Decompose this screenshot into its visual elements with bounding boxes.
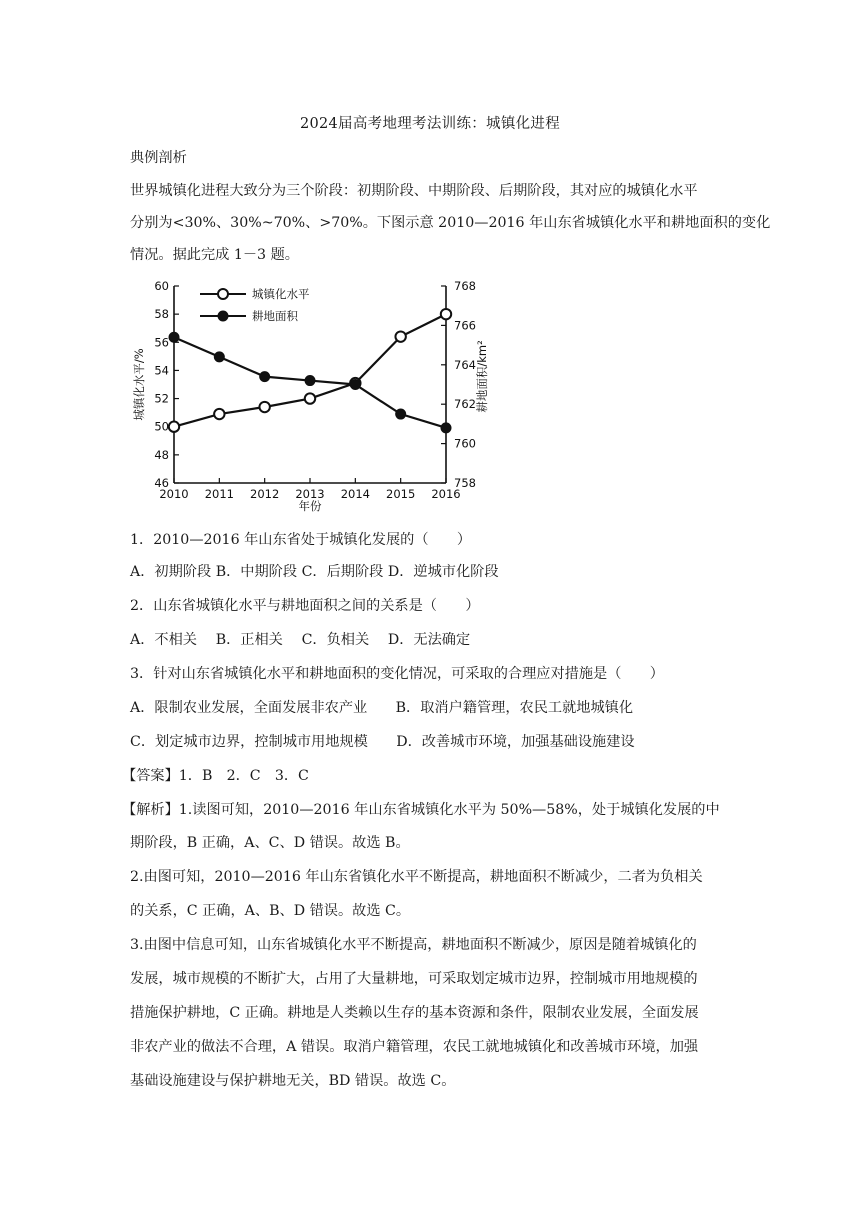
analysis-line-1: 【解析】1.读图可知，2010—2016 年山东省城镇化水平为 50%—58%，处于城镇化发展的中 (122, 802, 720, 818)
analysis-line-4: 的关系，C 正确，A、B、D 错误。故选 C。 (130, 903, 411, 919)
question-3: 3．针对山东省城镇化水平和耕地面积的变化情况，可采取的合理应对措施是（ ） (130, 666, 664, 682)
question-1: 1．2010—2016 年山东省处于城镇化发展的（ ） (130, 532, 472, 548)
intro-line-2: 分别为<30%、30%~70%、>70%。下图示意 2010—2016 年山东省城镇化水平和耕地面积的变化 (130, 215, 771, 231)
question-1-options: A．初期阶段 B．中期阶段 C．后期阶段 D．逆城市化阶段 (130, 564, 499, 580)
series-2-point (260, 372, 270, 382)
analysis-line-2: 期阶段，B 正确，A、C、D 错误。故选 B。 (130, 835, 410, 851)
right-y-tick-label: 766 (454, 318, 476, 333)
right-y-tick-label: 758 (454, 476, 476, 490)
series-1-point (305, 393, 315, 403)
series-1-point (169, 422, 179, 432)
analysis-line-5: 3.由图中信息可知，山东省城镇化水平不断提高，耕地面积不断减少，原因是随着城镇化的 (130, 937, 697, 953)
chart (128, 272, 489, 522)
left-y-tick-label: 46 (154, 476, 169, 490)
analysis-line-7: 措施保护耕地，C 正确。耕地是人类赖以生存的基本资源和条件，限制农业发展，全面发展 (130, 1005, 699, 1021)
x-tick-label: 2013 (295, 487, 325, 501)
analysis-line-6: 发展，城市规模的不断扩大，占用了大量耕地，可采取划定城市边界，控制城市用地规模的 (130, 971, 698, 987)
x-tick-label: 2016 (431, 487, 461, 501)
series-1-point (441, 309, 451, 319)
question-3-options-cd: C．划定城市边界，控制城市用地规模 D．改善城市环境，加强基础设施建设 (130, 734, 635, 750)
question-2-options: A．不相关 B．正相关 C．负相关 D．无法确定 (130, 632, 471, 648)
left-y-tick-label: 50 (154, 419, 169, 434)
series-1-point (214, 409, 224, 419)
right-y-axis-title: 耕地面积/km² (475, 340, 489, 413)
right-y-tick-label: 760 (454, 436, 476, 451)
x-tick-label: 2010 (159, 487, 189, 501)
left-y-tick-label: 60 (154, 279, 169, 293)
right-y-tick-label: 762 (454, 397, 476, 412)
section-heading: 典例剖析 (130, 150, 187, 166)
legend-marker-1 (218, 289, 228, 299)
intro-line-1: 世界城镇化进程大致分为三个阶段：初期阶段、中期阶段、后期阶段，其对应的城镇化水平 (130, 183, 698, 199)
series-2-point (350, 380, 360, 390)
series-2-point (214, 352, 224, 362)
series-2-point (396, 409, 406, 419)
question-2: 2．山东省城镇化水平与耕地面积之间的关系是（ ） (130, 598, 480, 614)
x-tick-label: 2011 (204, 487, 234, 501)
left-y-tick-label: 56 (154, 335, 169, 350)
left-y-tick-label: 48 (154, 447, 169, 462)
legend-marker-2 (218, 311, 228, 321)
legend-label-2: 耕地面积 (252, 309, 298, 323)
answer-line: 【答案】1．B 2．C 3．C (122, 768, 309, 784)
series-2-point (441, 423, 451, 433)
left-y-tick-label: 58 (154, 307, 169, 322)
x-axis-title: 年份 (298, 499, 322, 513)
doc-title: 2024届高考地理考法训练：城镇化进程 (299, 116, 561, 132)
left-y-tick-label: 52 (154, 391, 169, 406)
series-2-point (305, 376, 315, 386)
series-2-point (169, 332, 179, 342)
analysis-line-8: 非农产业的做法不合理，A 错误。取消户籍管理，农民工就地城镇化和改善城市环境，加强 (130, 1039, 699, 1055)
intro-line-3: 情况。据此完成 1－3 题。 (130, 247, 299, 263)
right-y-tick-label: 768 (454, 279, 476, 293)
x-tick-label: 2015 (386, 487, 416, 501)
analysis-line-9: 基础设施建设与保护耕地无关，BD 错误。故选 C。 (130, 1073, 456, 1089)
x-tick-label: 2012 (250, 487, 280, 501)
series-1-point (395, 331, 405, 341)
x-tick-label: 2014 (340, 487, 370, 501)
chart-svg (128, 272, 489, 522)
question-3-options-ab: A．限制农业发展，全面发展非农产业 B．取消户籍管理，农民工就地城镇化 (130, 700, 634, 716)
series-1-point (259, 402, 269, 412)
right-y-tick-label: 764 (454, 357, 476, 372)
legend-label-1: 城镇化水平 (252, 287, 310, 301)
left-y-tick-label: 54 (154, 363, 169, 378)
left-y-axis-title: 城镇化水平/% (132, 348, 146, 421)
analysis-line-3: 2.由图可知，2010—2016 年山东省镇化水平不断提高，耕地面积不断减少，二者为负相关 (130, 869, 703, 885)
